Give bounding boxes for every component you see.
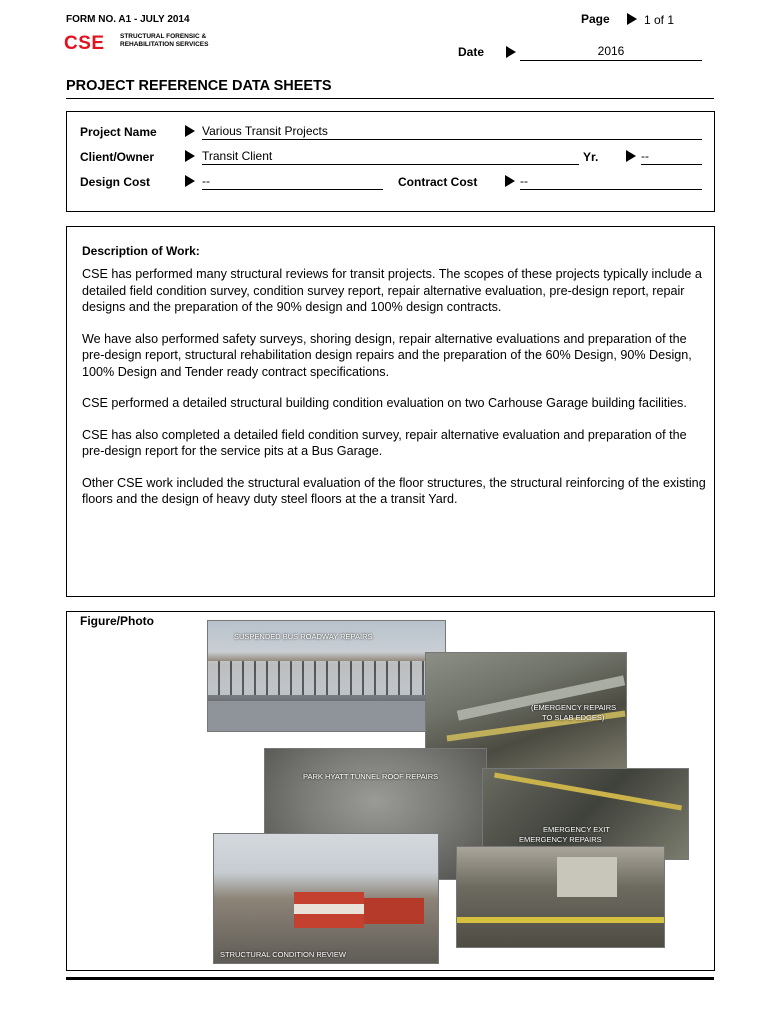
description-paragraph: We have also performed safety surveys, shoring design, repair alternative evaluations and preparation of the pre-design report, structural rehabilitation design repairs and the preparation of the 60% Design, 90% Design, 100% Design and Tender ready contract specifications.	[82, 331, 692, 379]
company-tagline: STRUCTURAL FORENSIC & REHABILITATION SERVICES	[120, 33, 209, 48]
client-field[interactable]: Transit Client	[202, 149, 579, 165]
photo-bus-roadway	[207, 620, 446, 732]
date-label: Date	[458, 45, 485, 59]
photo-caption: EMERGENCY EXIT	[543, 825, 610, 834]
company-logo: CSE	[64, 33, 105, 54]
description-label: Description of Work:	[82, 244, 200, 258]
photo-garage-interior	[456, 846, 665, 948]
contract-cost-label: Contract Cost	[398, 175, 478, 189]
description-paragraph: CSE has performed many structural reviews for transit projects. The scopes of these projects typically include a detailed field condition survey, condition survey report, repair alternative evaluation, pre-design report, repair designs and the preparation of the 90% design and 100% design contracts.	[82, 267, 702, 314]
design-cost-field[interactable]: --	[202, 174, 383, 190]
figure-label: Figure/Photo	[80, 614, 154, 628]
year-field[interactable]: --	[641, 149, 702, 165]
photo-caption: TO SLAB EDGES)	[542, 713, 605, 722]
project-name-field[interactable]: Various Transit Projects	[202, 124, 702, 140]
form-number: FORM NO. A1 - JULY 2014	[66, 14, 190, 25]
design-cost-arrow-icon	[185, 175, 195, 187]
footer-divider	[66, 977, 714, 980]
year-label: Yr.	[583, 150, 599, 164]
page-value: 1 of 1	[644, 13, 675, 27]
page-label: Page	[581, 12, 610, 26]
date-arrow-icon	[506, 46, 516, 58]
page-title: PROJECT REFERENCE DATA SHEETS	[66, 78, 332, 94]
project-name-arrow-icon	[185, 125, 195, 137]
project-name-label: Project Name	[80, 125, 157, 139]
contract-cost-field[interactable]: --	[520, 174, 702, 190]
title-divider	[66, 98, 714, 99]
description-text	[82, 266, 707, 523]
photo-caption: EMERGENCY REPAIRS	[519, 835, 602, 844]
project-info-box	[66, 111, 715, 212]
client-arrow-icon	[185, 150, 195, 162]
year-arrow-icon	[626, 150, 636, 162]
description-paragraph: CSE has also completed a detailed field condition survey, repair alternative evaluation and preparation of the pre-design report for the service pits at a Bus Garage.	[82, 427, 687, 458]
photo-streetcars	[213, 833, 439, 964]
design-cost-label: Design Cost	[80, 175, 151, 189]
page-arrow-icon	[627, 13, 637, 25]
photo-caption: SUSPENDED BUS ROADWAY REPAIRS	[234, 632, 373, 641]
photo-caption: PARK HYATT TUNNEL ROOF REPAIRS	[303, 772, 439, 781]
photo-caption: (EMERGENCY REPAIRS	[531, 703, 617, 712]
date-field[interactable]: 2016	[520, 44, 702, 61]
photo-caption: STRUCTURAL CONDITION REVIEW	[220, 950, 346, 959]
description-paragraph: CSE performed a detailed structural building condition evaluation on two Carhouse Garage building facilities.	[82, 396, 687, 410]
contract-cost-arrow-icon	[505, 175, 515, 187]
description-paragraph: Other CSE work included the structural evaluation of the floor structures, the structural reinforcing of the existing floors and the design of heavy duty steel floors at the a transit Yard.	[82, 475, 706, 506]
client-label: Client/Owner	[80, 150, 155, 164]
